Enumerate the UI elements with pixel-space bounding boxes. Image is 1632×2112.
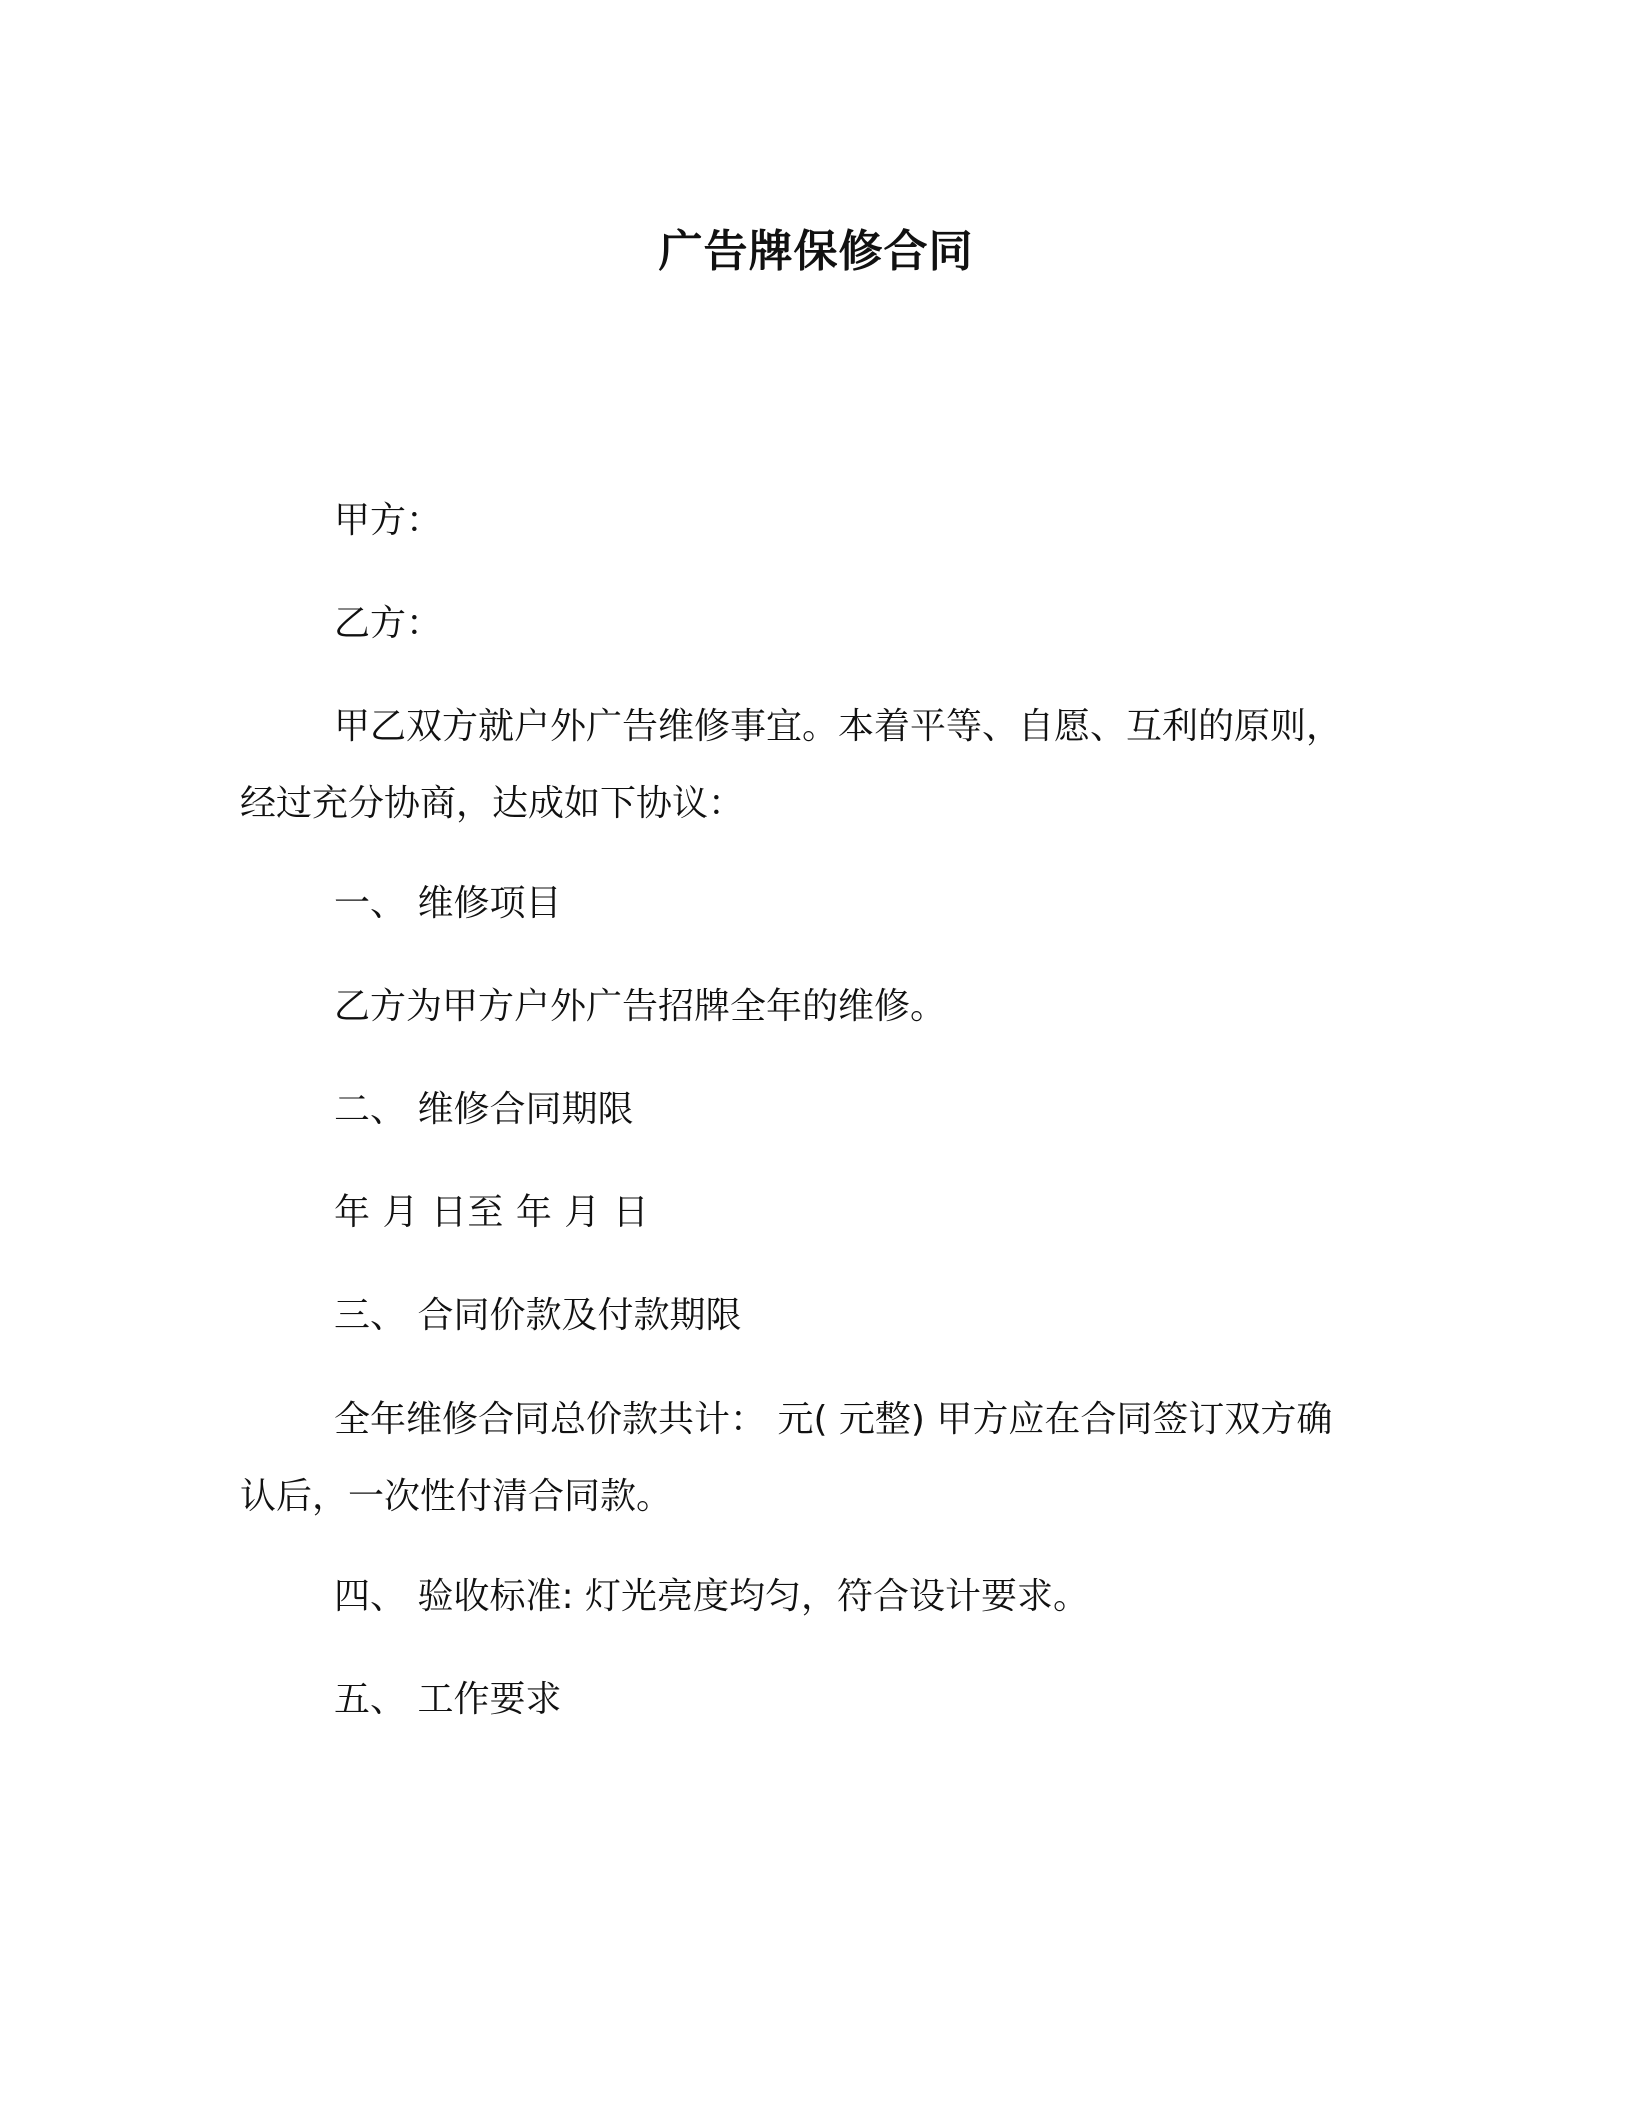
section-3-body-line-1: 全年维修合同总价款共计： 元( 元整) 甲方应在合同签订双方确 (334, 1399, 1333, 1440)
intro-paragraph-line-2: 经过充分协商，达成如下协议： (240, 783, 745, 824)
party-b-line: 乙方： (334, 603, 443, 644)
section-3-heading: 三、 合同价款及付款期限 (334, 1295, 742, 1336)
section-3-body-line-2: 认后，一次性付清合同款。 (240, 1476, 673, 1517)
section-2-heading: 二、 维修合同期限 (334, 1089, 634, 1130)
section-2-body: 年 月 日至 年 月 日 (334, 1192, 650, 1233)
party-a-line: 甲方： (334, 500, 443, 541)
section-1-heading: 一、 维修项目 (334, 883, 562, 924)
section-1-body: 乙方为甲方户外广告招牌全年的维修。 (334, 986, 947, 1027)
section-4-line: 四、 验收标准: 灯光亮度均匀，符合设计要求。 (334, 1576, 1090, 1617)
section-5-heading: 五、 工作要求 (334, 1679, 562, 1720)
document-title: 广告牌保修合同 (658, 226, 974, 277)
intro-paragraph-line-1: 甲乙双方就户外广告维修事宜。本着平等、自愿、互利的原则， (334, 706, 1343, 747)
